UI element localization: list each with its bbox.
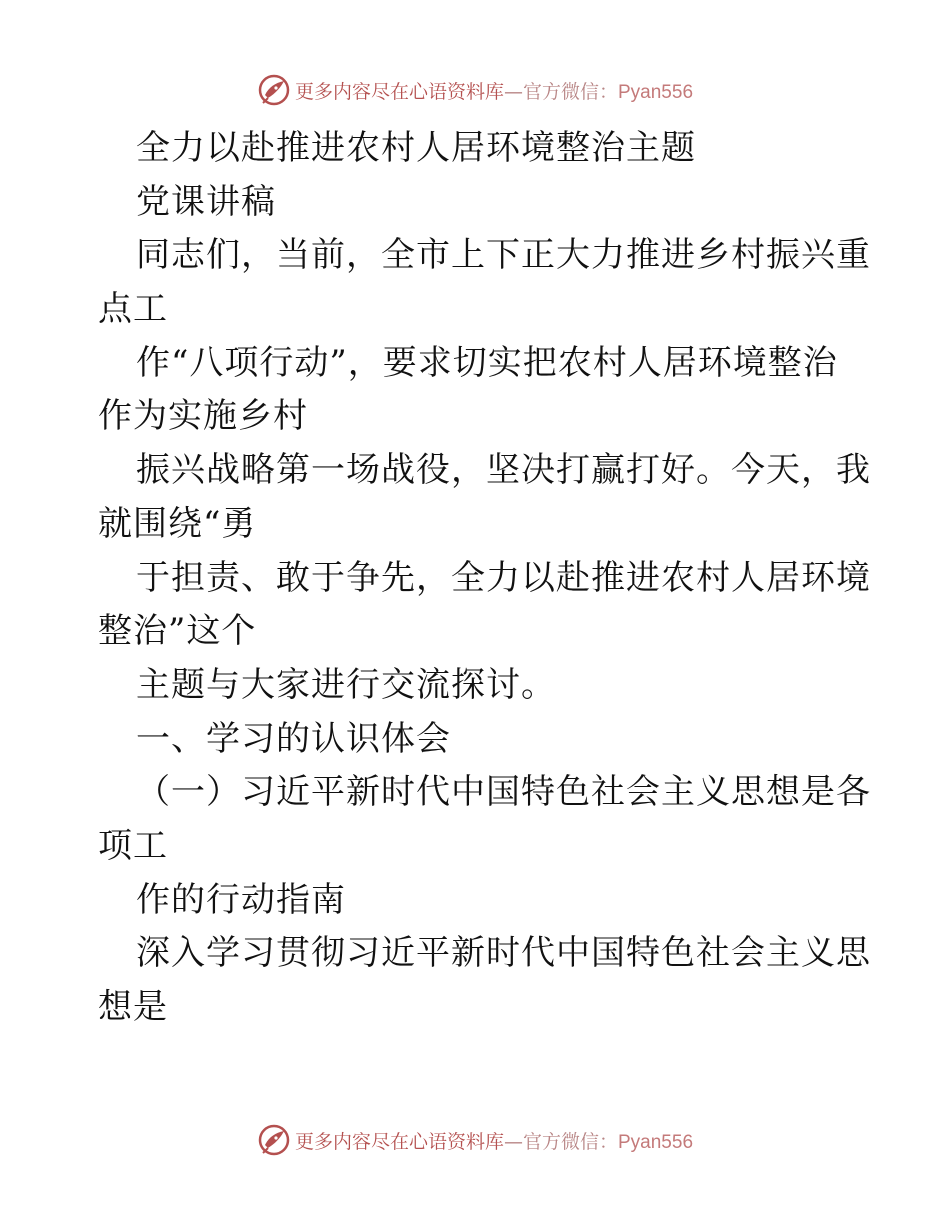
header-banner-separator: — [503,80,523,103]
title-line: 全力以赴推进农村人居环境整治主题 [136,128,696,168]
paragraph-line: 于担责、敢于争先，全力以赴推进农村人居环境 [136,557,871,598]
section-heading: 一、学习的认识体会 [136,718,451,759]
pen-nib-logo-icon [257,1123,291,1157]
paragraph-line: 同志们，当前，全市上下正大力推进乡村振兴重 [136,235,871,276]
paragraph-line: 主题与大家进行交流探讨。 [136,664,556,705]
footer-banner-contact-id: Pyan556 [618,1131,694,1153]
paragraph-line: 作“八项行动”，要求切实把农村人居环境整治 [136,342,838,383]
footer-banner-main: 更多内容尽在心语资料库 [294,1130,504,1153]
paragraph-line: 想是 [98,987,168,1027]
header-banner-contact-label: 官方微信： [522,80,618,103]
subtitle-line: 党课讲稿 [136,181,276,222]
paragraph-line: 振兴战略第一场战役，坚决打赢打好。今天，我 [136,450,871,491]
footer-banner-separator: — [503,1130,523,1153]
paragraph-line: 就围绕“勇 [98,503,257,544]
document-body [98,122,871,1035]
paragraph-line: 作为实施乡村 [98,396,308,437]
paragraph-line: 深入学习贯彻习近平新时代中国特色社会主义思 [136,933,871,974]
header-banner-text [295,77,693,104]
paragraph-line: 点工 [98,289,168,330]
header-banner-contact-id: Pyan556 [618,81,694,103]
header-banner [0,70,950,110]
footer-banner [0,1120,950,1160]
subsection-heading: 作的行动指南 [136,879,346,920]
paragraph-line: 整治”这个 [98,611,257,652]
footer-banner-text [295,1127,693,1154]
footer-banner-contact-label: 官方微信： [522,1130,618,1153]
pen-nib-logo-icon [257,73,291,107]
subsection-heading: 项工 [98,825,168,866]
subsection-heading: （一）习近平新时代中国特色社会主义思想是各 [136,772,871,813]
header-banner-main: 更多内容尽在心语资料库 [294,80,504,103]
